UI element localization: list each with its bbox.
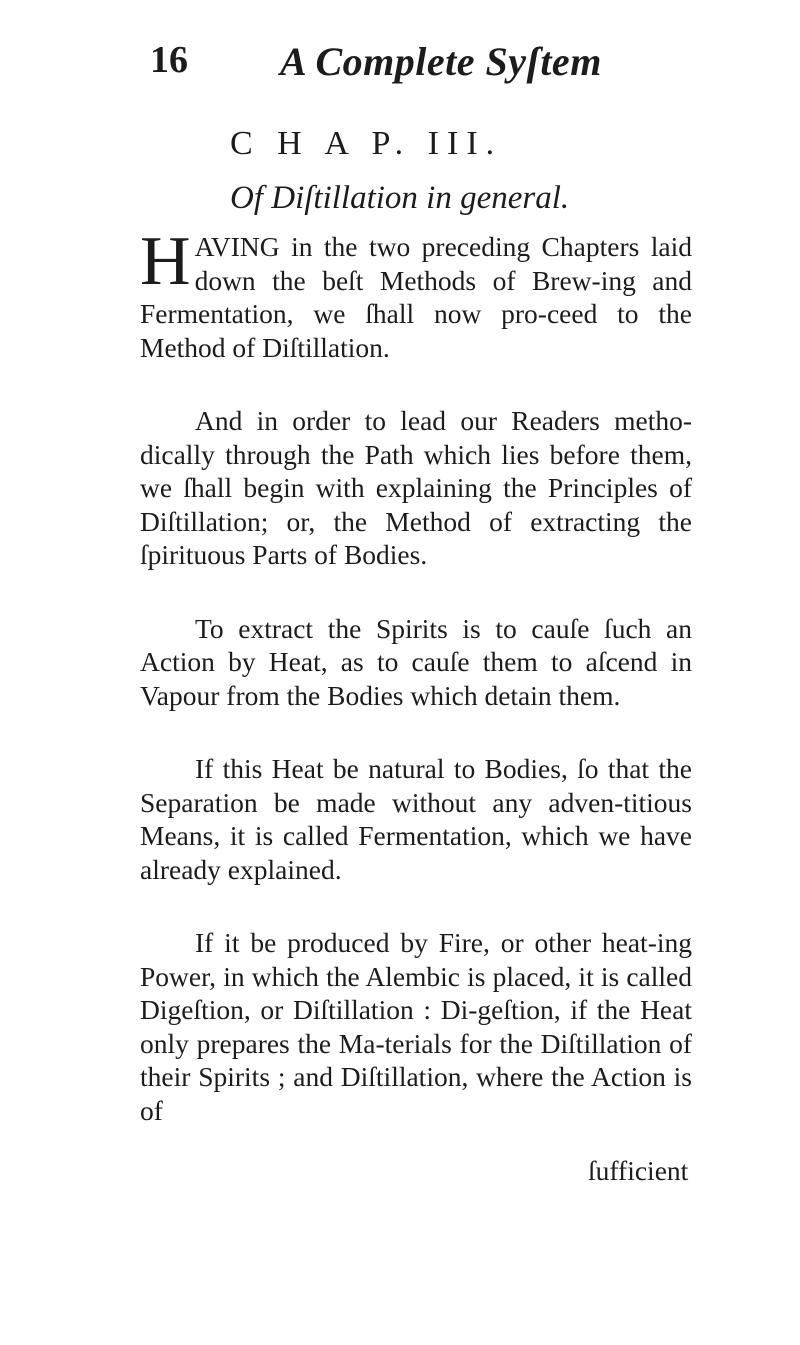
catchword: ſufficient: [588, 1155, 689, 1186]
paragraph: If it be produced by Fire, or other heat-ing Power, in which the Alembic is placed, it is called Digeſtion, or Diſtillation : Di-geſtion, if the Heat only prepares the Ma-terials for the Diſtillation of their Spirits ; and Diſtillation, where the Action is of: [140, 927, 692, 1126]
chapter-title: Of Diſtillation in general.: [230, 180, 570, 216]
paragraph: To extract the Spirits is to cauſe ſuch an Action by Heat, as to cauſe them to aſcend in Vapour from the Bodies which detain them.: [140, 612, 692, 711]
running-title: A Complete Syſtem: [280, 39, 602, 84]
page-number: 16: [150, 39, 188, 81]
paragraph: [140, 223, 692, 364]
running-head: [150, 38, 710, 88]
paragraph: If this Heat be natural to Bodies, ſo that the Separation be made without any adven-titious Means, it is called Fermentation, which we have already explained.: [140, 753, 692, 885]
drop-cap: H: [140, 223, 191, 300]
body-text: [140, 223, 692, 1167]
chapter-heading: C H A P. III.: [230, 125, 503, 162]
paragraph: And in order to lead our Readers metho-dically through the Path which lies before them, we ſhall begin with explaining the Principles of Diſtillation; or, the Method of extracting the ſpirituous Parts of Bodies.: [140, 405, 692, 570]
paragraph-text: AVING in the two preceding Chapters laid down the beſt Methods of Brew-ing and Fermentation, we ſhall now pro-ceed to the Method of Diſtillation.: [140, 231, 692, 363]
